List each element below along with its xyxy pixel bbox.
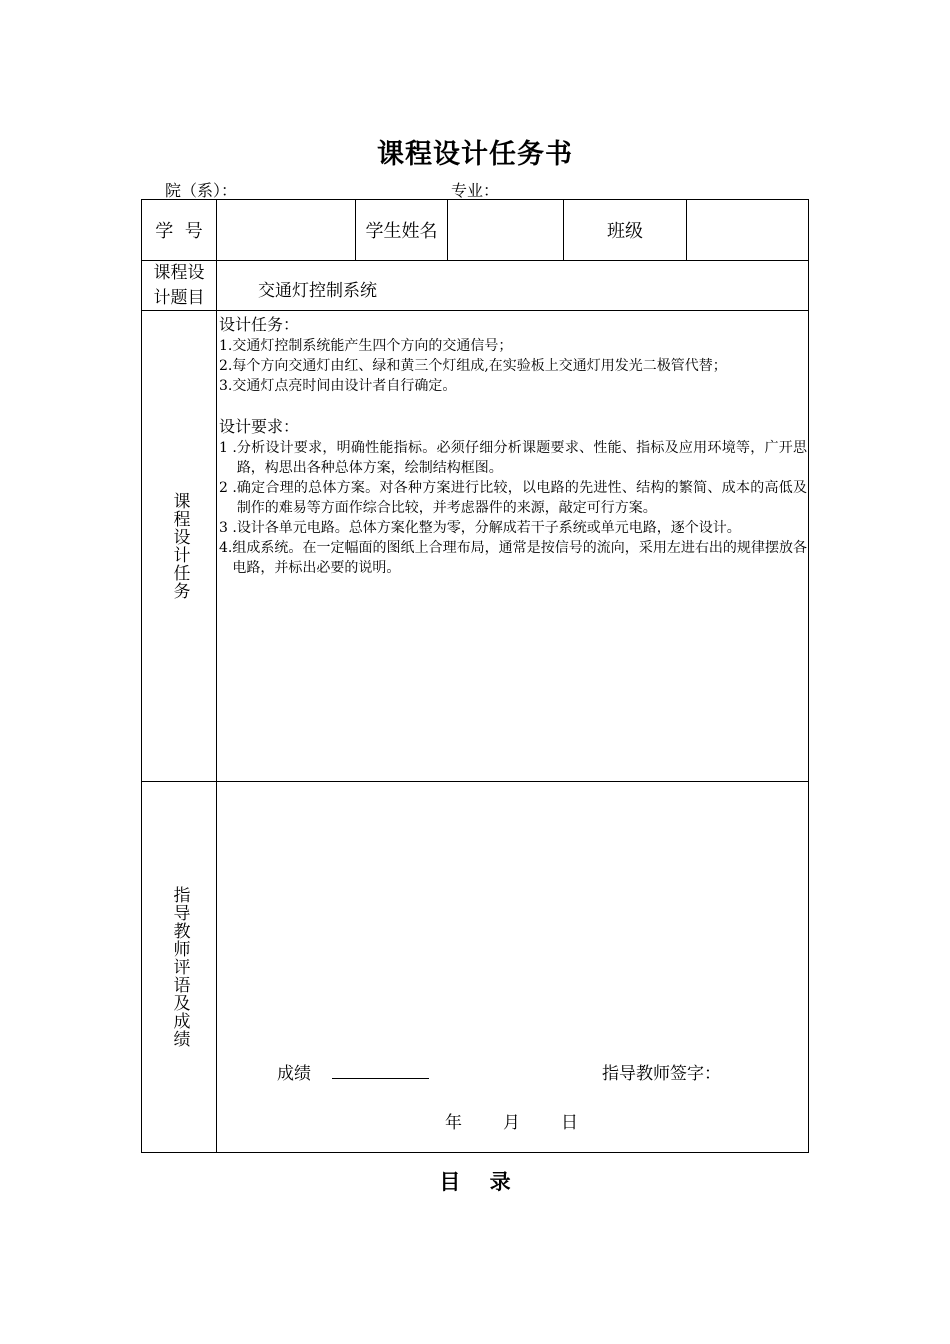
class-label: 班级 — [607, 221, 643, 242]
design-task-item — [219, 336, 807, 356]
design-task-item — [219, 376, 807, 396]
topic-value: 交通灯控制系统 — [258, 281, 377, 301]
topic-label-cell — [141, 260, 217, 311]
student-name-value-cell — [447, 199, 564, 261]
student-name-label: 学生姓名 — [365, 221, 438, 242]
topic-label-line-2: 计题目 — [153, 287, 205, 308]
major-label: 专业： — [451, 181, 500, 200]
topic-label-line-1: 课程设 — [153, 262, 205, 283]
item-text: 设计各单元电路。总体方案化整为零，分解成若干子系统或单元电路，逐个设计。 — [236, 520, 741, 536]
item-number: 2. — [219, 358, 233, 374]
comment-content-cell — [216, 781, 809, 1153]
student-id-label-cell — [141, 199, 217, 261]
design-requirement-item — [219, 438, 807, 478]
design-requirement-item — [219, 518, 807, 538]
item-number: 2 . — [219, 480, 237, 496]
comment-label-cell — [141, 781, 217, 1153]
item-number: 1 . — [219, 440, 237, 456]
date-year-label: 年 — [445, 1113, 462, 1133]
task-content — [219, 314, 807, 578]
student-id-label: 学 号 — [155, 221, 203, 242]
grade-label: 成绩 — [277, 1064, 311, 1084]
task-label-cell — [141, 310, 217, 782]
item-text: 交通灯点亮时间由设计者自行确定。 — [232, 378, 457, 394]
item-text: 每个方向交通灯由红、绿和黄三个灯组成,在实验板上交通灯用发光二极管代替； — [232, 358, 727, 374]
comment-label: 指导教师评语及成绩 — [169, 886, 190, 1048]
student-id-value-cell — [216, 199, 356, 261]
item-text: 交通灯控制系统能产生四个方向的交通信号； — [232, 338, 513, 354]
department-label: 院（系）： — [165, 181, 238, 200]
item-number: 4. — [219, 540, 233, 556]
design-tasks-heading: 设计任务： — [219, 315, 300, 334]
design-task-item — [219, 356, 807, 376]
class-value-cell — [686, 199, 809, 261]
task-label: 课程设计任务 — [169, 492, 190, 600]
item-text: 分析设计要求，明确性能指标。必须仔细分析课题要求、性能、指标及应用环境等，广开思路，构思出各种总体方案，绘制结构框图。 — [236, 440, 807, 476]
date-month-label: 月 — [503, 1113, 520, 1133]
date-day-label: 日 — [561, 1113, 578, 1133]
page-title: 课程设计任务书 — [377, 139, 573, 170]
design-requirement-item — [219, 538, 807, 578]
item-number: 3 . — [219, 520, 237, 536]
class-label-cell — [563, 199, 687, 261]
item-number: 1. — [219, 338, 233, 354]
grade-input-line[interactable] — [332, 1078, 429, 1079]
toc-heading-text: 目 录 — [439, 1170, 511, 1194]
item-text: 组成系统。在一定幅面的图纸上合理布局，通常是按信号的流向，采用左进右出的规律摆放各电路，并标出必要的说明。 — [232, 540, 807, 576]
design-requirement-item — [219, 478, 807, 518]
signature-label: 指导教师签字： — [602, 1064, 721, 1084]
design-requirements-heading: 设计要求： — [219, 417, 300, 436]
item-number: 3. — [219, 378, 233, 394]
item-text: 确定合理的总体方案。对各种方案进行比较，以电路的先进性、结构的繁简、成本的高低及制作的难易等方面作综合比较，并考虑器件的来源，敲定可行方案。 — [236, 480, 807, 516]
student-name-label-cell — [355, 199, 448, 261]
toc-heading — [0, 1166, 950, 1196]
